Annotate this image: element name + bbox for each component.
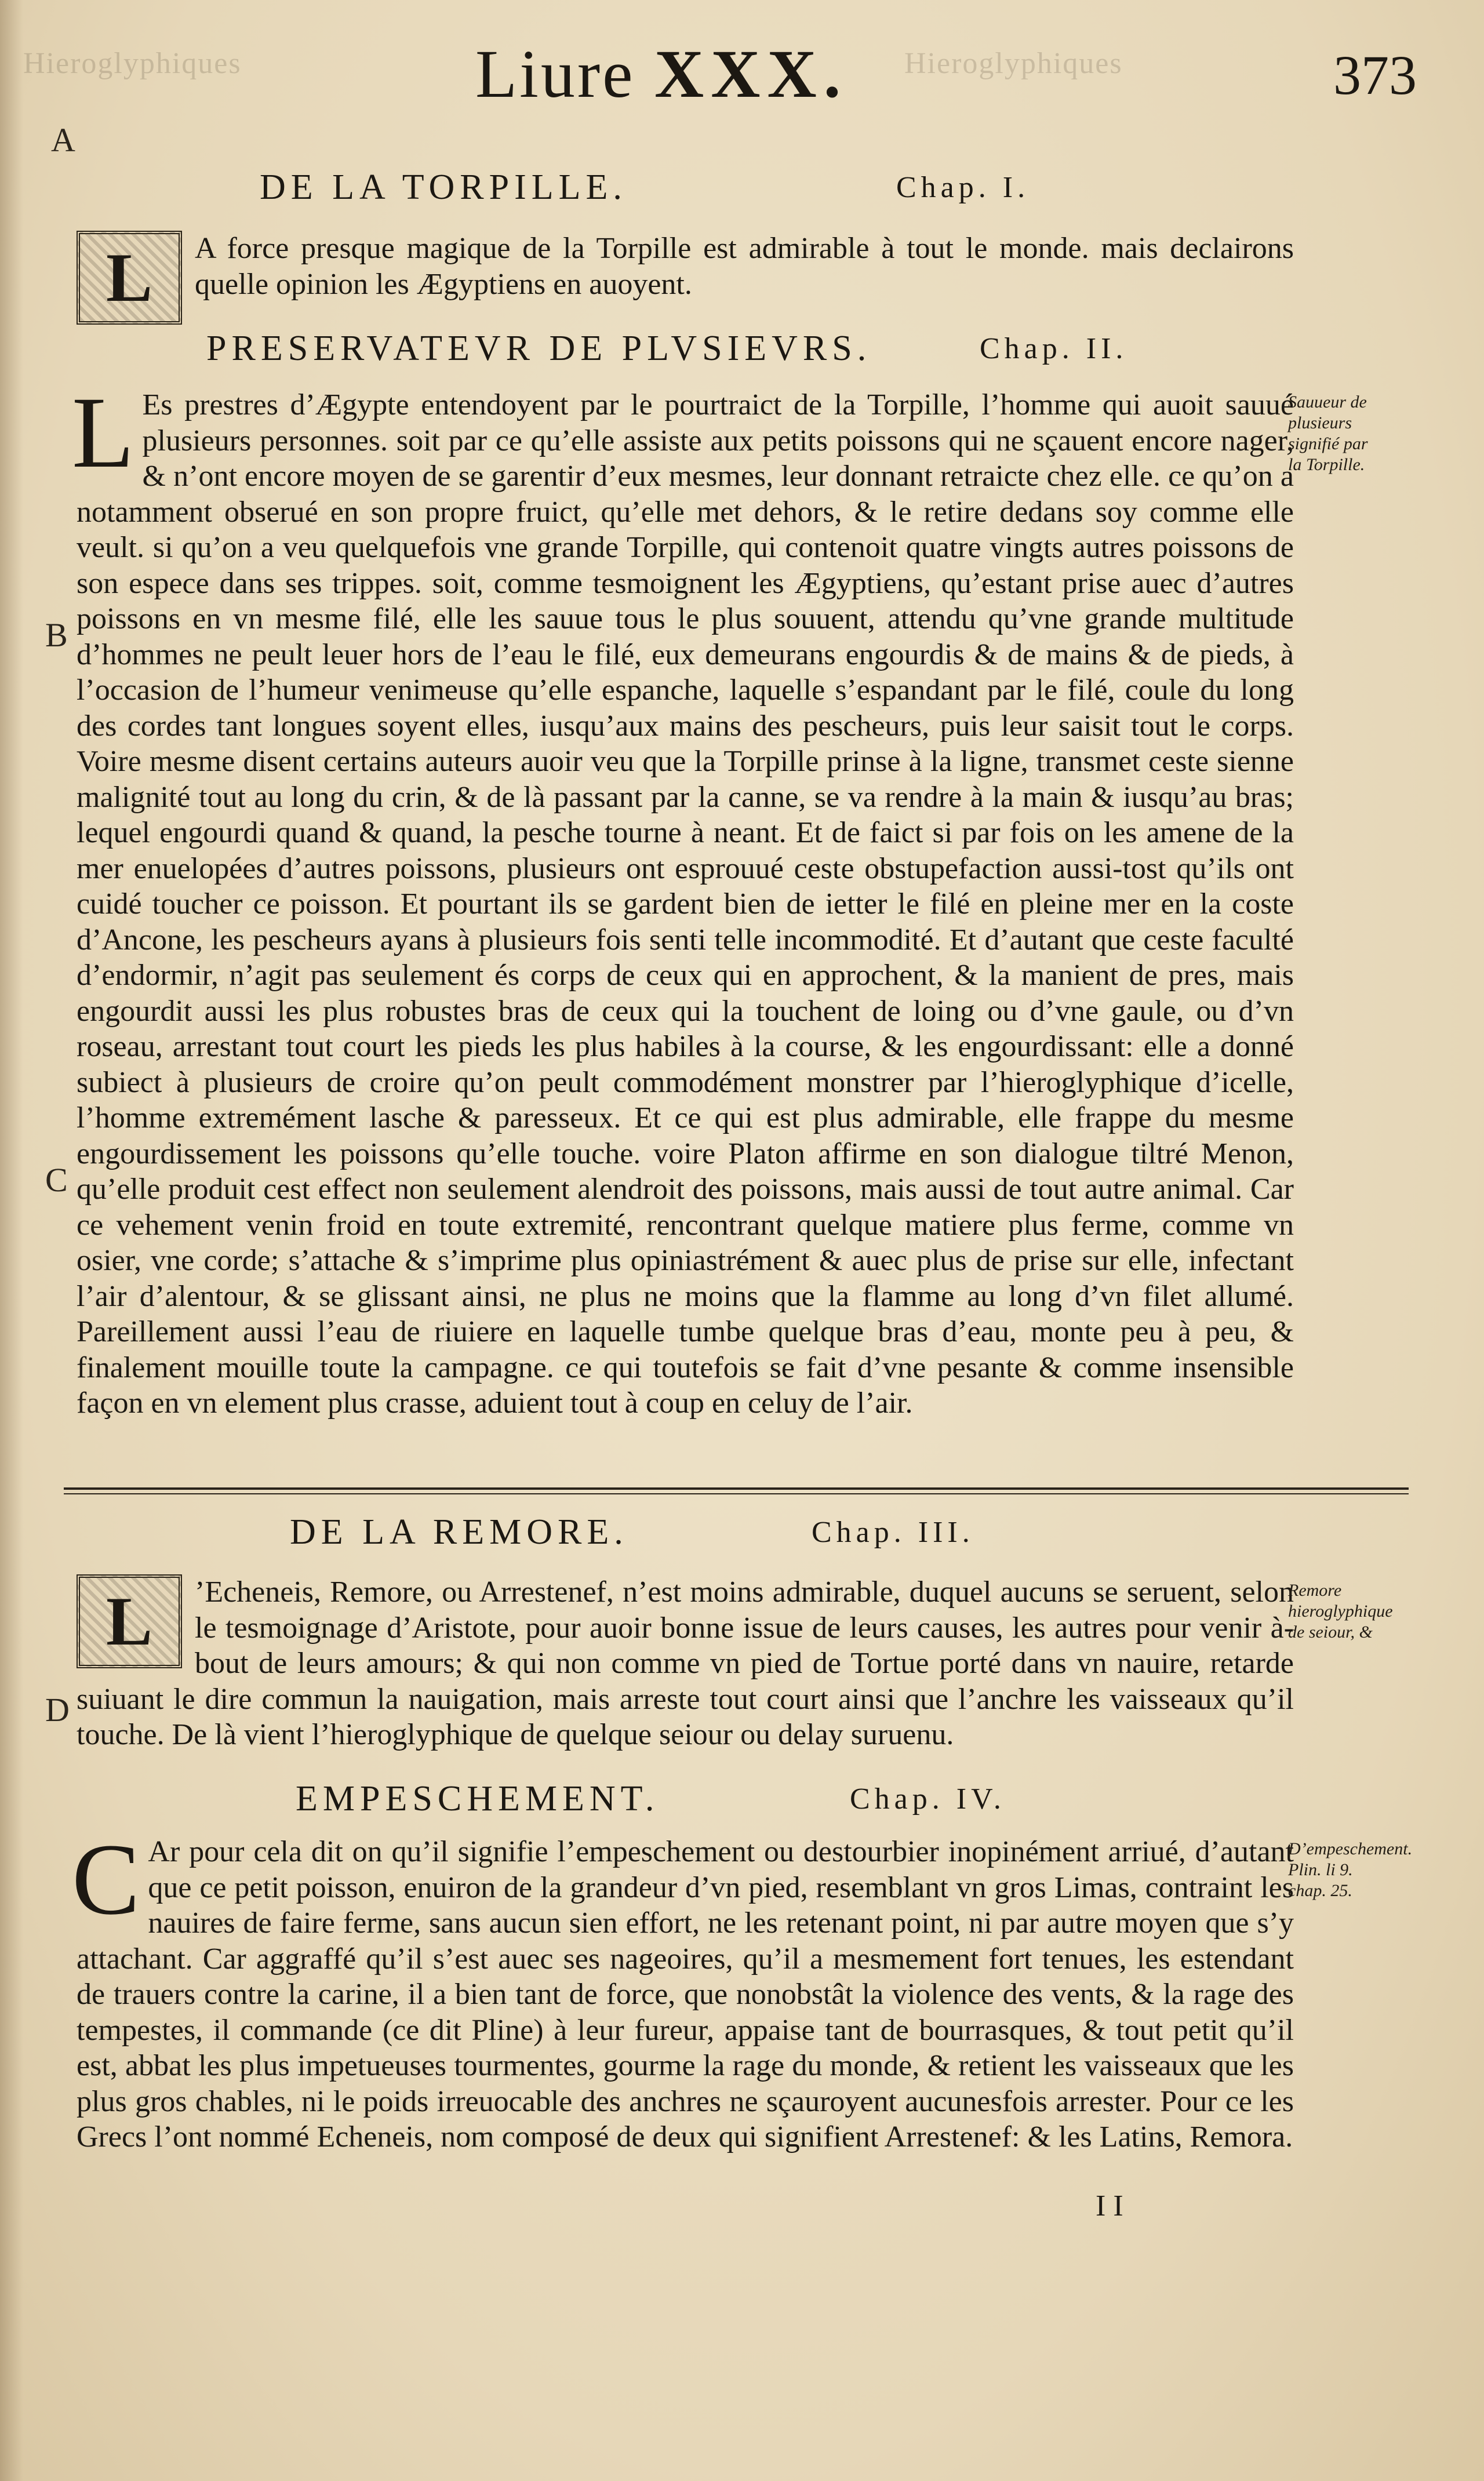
chapter-text <box>72 376 1294 1421</box>
drop-cap: L <box>77 1574 182 1668</box>
paragraph-text: Ar pour cela dit on qu’il signifie l’empeschement ou destourbier inopinément arriué, d’autant que ce petit poisson, enuiron de la grandeur d’vn pied, resemblant vn gros Limas, contraint les nauires de faire ferme, sans aucun sien effort, ne les retenant point, ni par autre moyen que s’y attachant. Car aggraffé qu’il s’est auec ses nageoires, qu’il a mesmement fort tenues, les estendant de trauers contre la carine, il a bien tant de force, que nonobstât la violence des vents, & la rage des tempestes, il commande (ce dit Pline) à leur fureur, appaise tant de bourrasques, & tout petit qu’il est, abbat les plus impetueuses tourmentes, gourme la rage du monde, & retient les vaisseaux que les plus gros chables, ni le poids irreuocable des anchres ne sçauroyent aucunesfois arrester. Pour ce les Grecs l’ont nommé Echeneis, nom composé de deux qui signifient Arrestenef: & les Latins, Remora. <box>77 1835 1294 2153</box>
chapter-title: DE LA REMORE. <box>290 1512 628 1552</box>
margin-note: Sauueur de plusieurs signifié par la Torpille. <box>1288 392 1368 474</box>
chapter-number: III. <box>918 1516 974 1549</box>
margin-letter-a: A <box>51 121 75 159</box>
chapter-text <box>72 1823 1294 2155</box>
running-title-word: Liure <box>475 36 635 112</box>
signature-mark: I I <box>1096 2189 1123 2222</box>
margin-letter-b: B <box>45 616 68 654</box>
page-number: 373 <box>1333 44 1417 106</box>
drop-cap: L <box>77 231 182 325</box>
chapter-title: DE LA TORPILLE. <box>260 168 627 207</box>
margin-note: Remore hieroglyphique de seiour, & <box>1288 1581 1393 1642</box>
drop-cap: L <box>72 376 134 489</box>
gutter-shadow <box>0 0 23 2481</box>
chapter-text <box>77 231 1294 325</box>
margin-note: D’empeschement. Plin. li 9. chap. 25. <box>1288 1839 1413 1900</box>
chapter-title: PRESERVATEVR DE PLVSIEVRS. <box>206 329 872 368</box>
margin-letter-d: D <box>45 1691 70 1729</box>
show-through-text: Hieroglyphiques <box>23 47 242 80</box>
chapter-label-word: Chap. <box>812 1516 906 1549</box>
chapter-number: II. <box>1086 332 1128 365</box>
chapter-title: EMPESCHEMENT. <box>296 1779 660 1818</box>
chapter-label <box>812 1515 974 1549</box>
chapter-label-word: Chap. <box>896 171 991 204</box>
drop-cap: C <box>72 1823 140 1936</box>
chapter-number: I. <box>1002 171 1030 204</box>
chapter-number: IV. <box>956 1782 1006 1816</box>
running-title <box>475 35 848 114</box>
section-rule <box>64 1493 1409 1494</box>
show-through-text: Hieroglyphiques <box>904 47 1123 80</box>
chapter-label-word: Chap. <box>850 1782 944 1816</box>
margin-letter-c: C <box>45 1161 68 1199</box>
paragraph-text: A force presque magique de la Torpille est admirable à tout le monde. mais declairons quelle opinion les Ægyptiens en auoyent. <box>195 232 1294 301</box>
running-title-book-number: XXX. <box>654 36 848 112</box>
chapter-text <box>77 1574 1294 1753</box>
chapter-label <box>980 332 1127 366</box>
running-header <box>0 35 1484 116</box>
paragraph-text: ’Echeneis, Remore, ou Arrestenef, n’est moins admirable, duquel aucuns se seruent, selon le tesmoignage d’Aristote, pour auoir bonne issue de leurs causes, les autres pour venir à-bout de leurs amours; & qui non comme vn pied de Tortue porté dans vn nauire, retarde suiuant le dire commun la nauigation, mais arreste tout court ainsi que l’anchre les vaisseaux qu’il touche. De là vient l’hieroglyphique de quelque seiour ou delay suruenu. <box>77 1576 1294 1751</box>
chapter-label <box>850 1782 1006 1816</box>
chapter-label-word: Chap. <box>980 332 1074 365</box>
chapter-label <box>896 170 1030 205</box>
section-rule <box>64 1487 1409 1490</box>
paragraph-text: Es prestres d’Ægypte entendoyent par le pourtraict de la Torpille, l’homme qui auoit sauué plusieurs personnes. soit par ce qu’elle assiste aux petits poissons qui ne sçauent encore nager, & n’ont encore moyen de se garentir d’eux mesmes, leur donnant retraicte chez elle. ce qu’on a notamment obserué en son propre fruict, qu’elle met dehors, & le retire dedans soy comme elle veult. si qu’on a veu quelquefois vne grande Torpille, qui contenoit quatre vingts autres poissons de son espece dans ses trippes. soit, comme tesmoignent les Ægyptiens, qu’estant prise auec d’autres poissons en vn mesme filé, elle les sauue tous le plus souuent, attendu qu’vne grande multitude d’hommes ne peult leuer hors de l’eau le filé, eux demeurans engourdis & de mains & de pieds, à l’occasion de l’humeur venimeuse qu’elle espanche, laquelle s’espandant par le filé, coule du long des cordes tant longues soyent elles, iusqu’aux mains des pescheurs, puis leur saisit tout le corps. Voire mesme disent certains auteurs auoir veu que la Torpille prinse à la ligne, transmet ceste sienne malignité tout au long du crin, & de là passant par la canne, se va rendre à la main & iusqu’au bras; lequel engourdi quand & quand, la pesche tourne à neant. Et de faict si par fois on les amene de la mer enuelopées d’autres poissons, plusieurs ont esprouué ceste obstupefaction aussi-tost qu’ils ont cuidé toucher ce poisson. Et pourtant ils se gardent bien de ietter le filé en pleine mer en la coste d’Ancone, les pescheurs ayans à plusieurs fois senti telle incommodité. Et d’autant que ceste faculté d’endormir, n’agit pas seulement és corps de ceux qui en approchent, & la manient de pres, mais engourdit aussi les plus robustes bras de ceux qui la touchent de loing ou d’vne gaule, ou d’vn roseau, arrestant tout court les pieds les plus habiles à la course, & les engourdissant: elle a donné subiect à plusieurs de croire qu’on peult commodément monstrer par l’hieroglyphique d’icelle, l’homme extremément lasche & paresseux. Et ce qui est plus admirable, elle frappe du mesme engourdissement les poissons qu’elle touche. voire Platon affirme en son dialogue tiltré Menon, qu’elle produit cest effect non seulement alendroit des poissons, mais aussi de tout autre animal. Car ce vehement venin froid en toute extremité, rencontrant quelque matiere plus ferme, comme vn osier, vne corde; s’attache & s’imprime plus opiniastrément & auec plus de prise sur elle, infectant l’air d’alentour, & se glissant ainsi, ne plus ne moins que la flamme au long d’vn filet allumé. Pareillement aussi l’eau de riuiere en laquelle tumbe quelque bras d’eau, monte peu à peu, & finalement mouille toute la campagne. ce qui toutefois se fait d’vne pesante & comme insensible façon en vn element plus crasse, aduient tout à coup en celuy de l’air. <box>77 388 1294 1420</box>
